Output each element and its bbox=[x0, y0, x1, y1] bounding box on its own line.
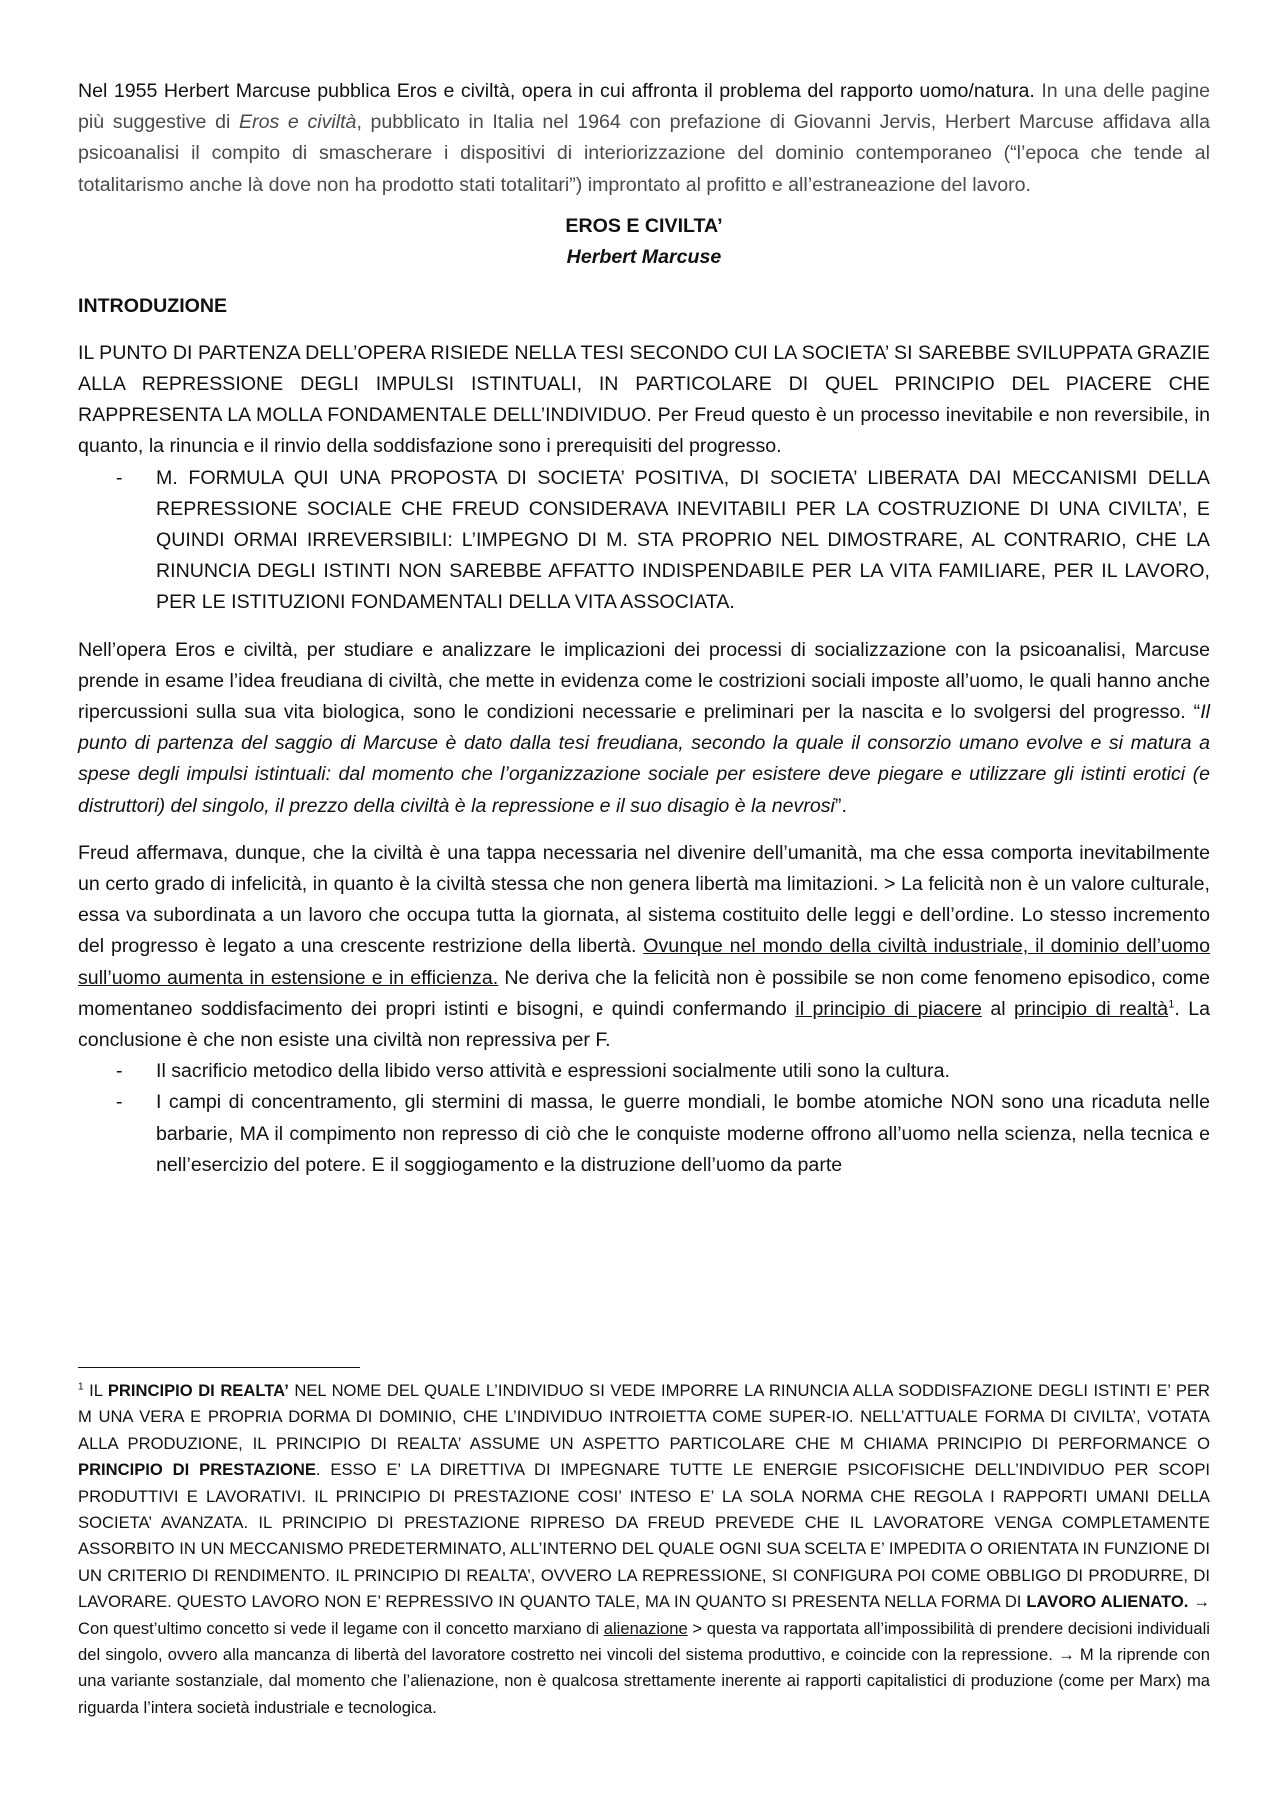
arrow-icon: → bbox=[1058, 1645, 1075, 1665]
document-title: EROS E CIVILTA’ bbox=[565, 214, 723, 237]
paragraph-3-d: . La conclusione è che non esiste una civiltà non repressiva per F. bbox=[78, 997, 1211, 1052]
bullet-list-2 bbox=[78, 1056, 1210, 1181]
footnote-g: Con quest’ultimo concetto si vede il legame con il concetto marxiano di bbox=[78, 1618, 604, 1638]
bullet-1-text: M. FORMULA QUI UNA PROPOSTA DI SOCIETA’ POSITIVA, DI SOCIETA’ LIBERATA DAI MECCANISMI DELLA REPRESSIONE SOCIALE CHE FREUD CONSIDERAVA INEVITABILI PER LA COSTRUZIONE DI UNA CIVILTA’, E QUINDI ORMAI IRREVERSIBILI: L’IMPEGNO DI M. STA PROPRIO NEL DIMOSTRARE, AL CONTRARIO, CHE LA RINUNCIA DEGLI ISTINTI NON SAREBBE AFFATTO INDISPENDABILE PER LA VITA FAMILIARE, PER IL LAVORO, PER LE ISTITUZIONI FONDAMENTALI DELLA VITA ASSOCIATA. bbox=[156, 466, 1210, 614]
paragraph-1-caps: IL PUNTO DI PARTENZA DELL’OPERA RISIEDE NELLA TESI SECONDO CUI LA SOCIETA’ SI SAREBBE SVILUPPATA GRAZIE ALLA REPRESSIONE DEGLI IMPULSI ISTINTUALI, IN PARTICOLARE DI QUEL PRINCIPIO DEL PIACERE CHE RAPPRESENTA LA MOLLA FONDAMENTALE DELL’INDIVIDUO. bbox=[78, 341, 1210, 427]
intro-grey-a: In una delle pagine più suggestive di bbox=[78, 80, 1210, 134]
paragraph-3-b: Ne deriva che la felicità non è possibile se non come fenomeno episodico, come momentaneo soddisfacimento dei propri istinti e bisogni, e quindi confermando bbox=[78, 966, 1210, 1020]
footnote-a: IL bbox=[83, 1381, 108, 1400]
list-item bbox=[78, 1087, 1210, 1181]
link-principio-realta: principio di realtà bbox=[1014, 997, 1169, 1020]
footnote-ref[interactable]: 1 bbox=[1168, 998, 1175, 1011]
footnote-f-bold: LAVORO ALIENATO. bbox=[1026, 1592, 1189, 1612]
intro-lead: Nel 1955 Herbert Marcuse pubblica Eros e civiltà, opera in cui affronta il problema del rapporto uomo/natura. bbox=[78, 80, 1035, 102]
paragraph-2-plain: Nell’opera Eros e civiltà, per studiare e analizzare le implicazioni dei processi di socializzazione con la psicoanalisi, Marcuse prende in esame l’idea freudiana di civiltà, che mette in evidenza come le costrizioni sociali imposte all’uomo, le quali hanno anche ripercussioni sulla sua vita biologica, sono le condizioni necessarie e preliminari per la nascita e lo svolgersi del progresso. “ bbox=[78, 638, 1210, 724]
bullet-2-text: Il sacrificio metodico della libido verso attività e espressioni socialmente utili sono la cultura. bbox=[156, 1060, 950, 1083]
footnote-b-bold: PRINCIPIO DI REALTA’ bbox=[107, 1381, 289, 1400]
bullet-list-1 bbox=[78, 463, 1210, 619]
arrow-icon: → bbox=[1188, 1592, 1210, 1612]
bullet-3-text: I campi di concentramento, gli stermini di massa, le guerre mondiali, le bombe atomiche NON sono una ricaduta nelle barbarie, MA il compimento non represso di ciò che le conquiste moderne offrono all’uomo nella scienza, nella tecnica e nell’esercizio del potere. E il soggiogamento e la distruzione dell’uomo da parte bbox=[156, 1091, 1210, 1176]
footnote-alienazione: alienazione bbox=[603, 1618, 688, 1638]
paragraph-1-rest: Per Freud questo è un processo inevitabile e non reversibile, in quanto, la rinuncia e il rinvio della soddisfazione sono i prerequisiti del progresso. bbox=[78, 404, 1210, 458]
dash-bullet: - bbox=[116, 1091, 123, 1114]
footnote-i: > questa va rapportata all’impossibilità di prendere decisioni individuali del singolo, ovvero alla mancanza di libertà del lavoratore costretto nei vincoli del sistema produttivo, e coincide con la repressione. bbox=[78, 1618, 1210, 1665]
list-item bbox=[78, 463, 1210, 619]
footnote-j: M la riprende con una variante sostanziale, dal momento che l’alienazione, non è qualcosa strettamente inerente ai rapporti capitalistici di produzione (come per Marx) ma riguarda l’intera società industriale e tecnologica. bbox=[78, 1645, 1210, 1717]
section-title: INTRODUZIONE bbox=[78, 294, 228, 317]
paragraph-2 bbox=[78, 635, 1210, 822]
footnote-divider bbox=[78, 1367, 360, 1368]
dash-bullet: - bbox=[116, 466, 123, 489]
dash-bullet: - bbox=[116, 1060, 123, 1083]
paragraph-3-underline: Ovunque nel mondo della civiltà industriale, il dominio dell’uomo sull’uomo aumenta in estensione e in efficienza. bbox=[78, 935, 1211, 989]
paragraph-2-quote: Il punto di partenza del saggio di Marcuse è dato dalla tesi freudiana, secondo la quale il consorzio umano evolve e si matura a spese degli impulsi istintuali: dal momento che l’organizzazione sociale per esistere deve piegare e utilizzare gli istinti erotici (e distruttori) del singolo, il prezzo della civiltà è la repressione e il suo disagio è la nevrosi bbox=[78, 701, 1210, 817]
footnote-d-bold: PRINCIPIO DI PRESTAZIONE bbox=[78, 1460, 316, 1480]
footnote-c: NEL NOME DEL QUALE L’INDIVIDUO SI VEDE IMPORRE LA RINUNCIA ALLA SODDISFAZIONE DEGLI ISTINTI E’ PER M UNA VERA E PROPRIA DORMA DI DOMINIO, CHE L’INDIVIDUO INTROIETTA COME SUPER-IO. NELL’ATTUALE FORMA DI CIVILTA’, VOTATA ALLA PRODUZIONE, IL PRINCIPIO DI REALTA’ ASSUME UN ASPETTO PARTICOLARE CHE M CHIAMA PRINCIPIO DI PERFORMANCE O bbox=[78, 1381, 1210, 1453]
document-author: Herbert Marcuse bbox=[566, 245, 722, 268]
footnote-number: 1 bbox=[78, 1381, 84, 1393]
paragraph-3-a: Freud affermava, dunque, che la civiltà è una tappa necessaria nel divenire dell’umanità, ma che essa comporta inevitabilmente un certo grado di infelicità, in quanto è la civiltà stessa che non genera libertà ma limitazioni. > La felicità non è un valore culturale, essa va subordinata a un lavoro che occupa tutta la giornata, al sistema costituito delle leggi e dell’ordine. Lo stesso incremento del progresso è legato a una crescente restrizione della libertà. bbox=[78, 841, 1210, 958]
paragraph-3 bbox=[78, 838, 1210, 1056]
paragraph-3-c: al bbox=[981, 997, 1015, 1020]
intro-paragraph bbox=[78, 76, 1210, 201]
intro-book-title: Eros e civiltà bbox=[238, 111, 357, 134]
footnote bbox=[78, 1378, 1210, 1721]
intro-grey-b: , pubblicato in Italia nel 1964 con prefazione di Giovanni Jervis, Herbert Marcuse affidava alla psicoanalisi il compito di smascherare i dispositivi di interiorizzazione del dominio contemporaneo (“l’epoca che tende al totalitarismo anche là dove non ha prodotto stati totalitari”) improntato al profitto e all’estraneazione del lavoro. bbox=[78, 111, 1210, 196]
list-item bbox=[78, 1056, 1210, 1087]
footnote-e: . ESSO E’ LA DIRETTIVA DI IMPEGNARE TUTTE LE ENERGIE PSICOFISICHE DELL’INDIVIDUO PER SCOPI PRODUTTIVI E LAVORATIVI. IL PRINCIPIO DI PRESTAZIONE COSI’ INTESO E’ LA SOLA NORMA CHE REGOLA I RAPPORTI UMANI DELLA SOCIETA’ AVANZATA. IL PRINCIPIO DI PRESTAZIONE RIPRESO DA FREUD PREVEDE CHE IL LAVORATORE VENGA COMPLETAMENTE ASSORBITO IN UN MECCANISMO PREDETERMINATO, ALL’INTERNO DEL QUALE OGNI SUA SCELTA E’ IMPEDITA O ORIENTATA IN FUNZIONE DI UN CRITERIO DI RENDIMENTO. IL PRINCIPIO DI REALTA’, OVVERO LA REPRESSIONE, SI CONFIGURA POI COME OBBLIGO DI PRODURRE, DI LAVORARE. QUESTO LAVORO NON E’ REPRESSIVO IN QUANTO TALE, MA IN QUANTO SI PRESENTA NELLA FORMA DI bbox=[78, 1460, 1210, 1612]
paragraph-2-end: ”. bbox=[834, 794, 847, 817]
link-principio-piacere: il principio di piacere bbox=[795, 997, 982, 1020]
paragraph-1 bbox=[78, 338, 1210, 463]
